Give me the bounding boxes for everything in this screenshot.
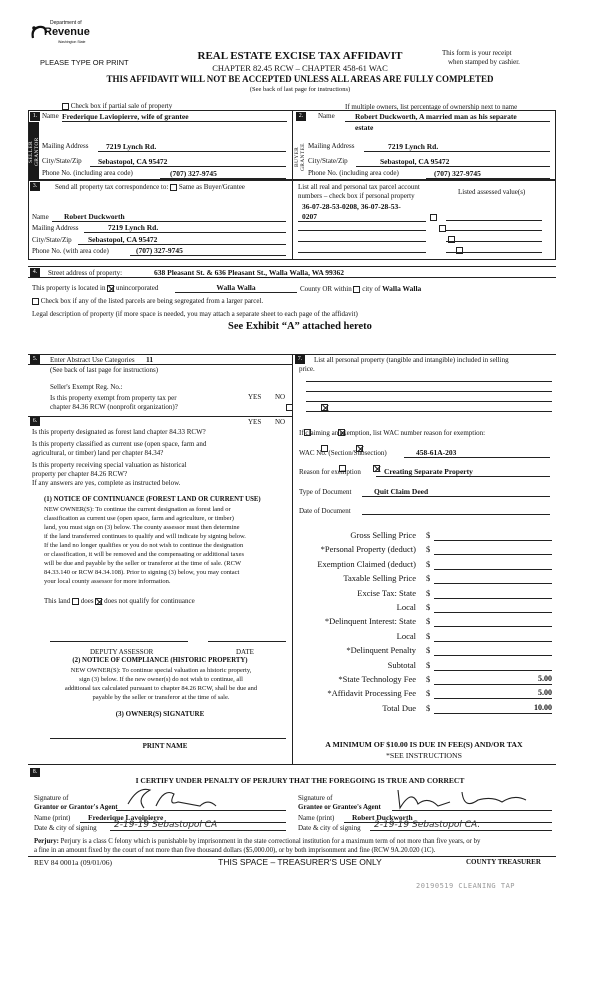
owner-signature-label: (3) OWNER(S) SIGNATURE [115, 710, 205, 718]
deputy-assessor-label: DEPUTY ASSESSOR [90, 648, 154, 656]
seller-mail[interactable]: 7219 Lynch Rd. [98, 142, 286, 152]
logo-main: Revenue [44, 26, 90, 38]
abstract-note: (See back of last page for instructions) [50, 366, 159, 374]
abstract-value[interactable]: 11 [142, 355, 182, 365]
dor-logo [30, 14, 100, 48]
treasurer-stamp: 20190519 CLEANING TAP [416, 882, 516, 890]
fee-value[interactable]: 5.00 [434, 674, 552, 685]
notice1-body: NEW OWNER(S): To continue the current designation as forest land or classification as current use (open space, farm and agriculture, or timber) land, you must sign on (3) below. The county assessor must then determine if the land transferred continues to qualify and will indicate by signing below. If the land no longer qualifies or you do not wish to continue the designation or classification, it will be removed and the compensating or additional taxes will be due and payable by the seller or transferor at the time of sale. (RCW 84.33.140 or RCW 84.34.108). Prior to signing (3) below, you may contact your local county assessor for more information. [44, 506, 246, 585]
parcel-2-personal-checkbox[interactable] [439, 225, 446, 232]
s6-yes-header: YES [248, 418, 262, 426]
fee-value[interactable] [434, 573, 552, 584]
seller-phone[interactable]: (707) 327-9745 [160, 169, 286, 179]
logo-top: Department of [50, 20, 82, 26]
notice1-title: (1) NOTICE OF CONTINUANCE (FOREST LAND OR CURRENT USE) [44, 496, 261, 503]
assessed-value-1[interactable] [446, 220, 542, 221]
see-back: (See back of last page for instructions) [249, 86, 351, 93]
partial-sale-checkbox[interactable] [62, 103, 69, 110]
section-2-number: 2. [296, 112, 306, 121]
grantee-name-label: Name (print) [298, 814, 335, 822]
county-name[interactable]: Walla Walla [175, 283, 297, 293]
fee-dollar-sign: $ [426, 587, 431, 598]
print-name-label: PRINT NAME [142, 742, 188, 750]
grantee-date-label: Date & city of signing [298, 824, 361, 832]
notice2-title: (2) NOTICE OF COMPLIANCE (HISTORIC PROPERTY) [72, 657, 248, 664]
corr-phone[interactable]: (707) 327-9745 [130, 246, 286, 256]
fee-label: Local [396, 602, 416, 612]
s6-q2a: Is this property classified as current use (open space, farm and [32, 440, 207, 448]
grantor-agent-label: Grantor or Grantor's Agent [34, 803, 118, 811]
receipt-note-2: when stamped by cashier. [448, 58, 520, 66]
fee-value[interactable] [434, 544, 552, 555]
grantor-date-label: Date & city of signing [34, 824, 97, 832]
grantee-date-city[interactable]: 2-19-19 Sebastopol CA. [370, 820, 552, 831]
wac-no-value[interactable]: 458-61A-203 [404, 448, 550, 458]
grantee-signature-scribble-icon [392, 784, 552, 811]
land-does-not-checkbox[interactable] [95, 598, 102, 605]
corr-phone-label: Phone No. (with area code) [32, 247, 109, 255]
grantor-signature[interactable] [116, 784, 286, 811]
city-name[interactable]: Walla Walla [382, 284, 422, 293]
fee-dollar-sign: $ [426, 702, 431, 713]
county-treasurer: COUNTY TREASURER [466, 858, 541, 866]
grantee-name[interactable]: Robert Duckworth [344, 813, 552, 823]
buyer-name-2: estate [355, 123, 374, 132]
street-address[interactable]: 638 Pleasant St. & 636 Pleasant St., Walla Walla, WA 99362 [148, 268, 438, 278]
assessed-value-4[interactable] [446, 252, 542, 253]
partial-sale-row: Check box if partial sale of property [62, 102, 172, 110]
fee-value[interactable] [434, 530, 552, 541]
parcel-line-4[interactable] [298, 241, 426, 242]
s7-label-2: price. [299, 365, 315, 373]
section-1-number: 1. [30, 112, 40, 121]
buyer-name-1[interactable]: Robert Duckworth, A married man as his separate [345, 112, 550, 122]
treasurer-space: THIS SPACE – TREASURER'S USE ONLY [218, 857, 382, 867]
fee-value[interactable] [434, 631, 552, 642]
s5-no-header: NO [275, 393, 286, 401]
city-checkbox[interactable] [353, 286, 360, 293]
county-or: County OR within city of Walla Walla [300, 284, 422, 293]
seller-city-label: City/State/Zip [42, 157, 82, 165]
grantor-name-label: Name (print) [34, 814, 71, 822]
abstract-label: Enter Abstract Use Categories [50, 356, 135, 364]
parcel-line-5[interactable] [298, 252, 426, 253]
grantor-date-city[interactable]: 2-19-19 Sebastopol CA [110, 820, 286, 831]
receipt-note-1: This form is your receipt [442, 49, 512, 57]
section-6-number: 6. [30, 417, 40, 426]
s6-no-header: NO [275, 418, 286, 426]
perjury-statement: Perjury: Perjury is a class C felony which is punishable by imprisonment in the state correctional institution for a maximum term of not more than five years, or by a fine in an amount fixed by the court of not more than five thousand dollars ($5,000.00), or by both imprisonment and fine (RCW 9A.20.020 (1C). [34, 838, 481, 854]
fee-dollar-sign: $ [426, 616, 431, 627]
s7-label-1: List all personal property (tangible and intangible) included in selling [314, 356, 509, 364]
street-label: Street address of property: [48, 269, 123, 277]
s6-q2b: agricultural, or timber) land per chapter 84.34? [32, 449, 164, 457]
date-doc-value[interactable] [362, 514, 550, 515]
grantor-sig-of: Signature of [34, 794, 69, 802]
fee-label: Local [396, 630, 416, 641]
segregated-checkbox[interactable] [32, 298, 39, 305]
fee-dollar-sign: $ [426, 544, 431, 555]
section-5-number: 5. [30, 355, 40, 364]
corr-name[interactable]: Robert Duckworth [52, 212, 286, 222]
multiple-owners-note: If multiple owners, list percentage of ownership next to name [345, 103, 518, 111]
buyer-name-label: Name [318, 112, 335, 120]
fee-value[interactable] [434, 616, 552, 627]
parcel-1-personal-checkbox[interactable] [430, 214, 437, 221]
reason-label: Reason for exemption [299, 468, 361, 476]
fee-value[interactable]: 10.00 [434, 703, 552, 714]
s6-q3a: Is this property receiving special valuation as historical [32, 461, 187, 469]
fee-label: Excise Tax: State [357, 587, 416, 598]
form-title: REAL ESTATE EXCISE TAX AFFIDAVIT [197, 50, 403, 62]
corr-mail-label: Mailing Address [32, 224, 79, 232]
corr-city-label: City/State/Zip [32, 236, 72, 244]
corr-name-label: Name [32, 213, 49, 221]
fee-dollar-sign: $ [426, 573, 431, 584]
logo-sub: Washington State [58, 40, 86, 44]
certify-statement: I CERTIFY UNDER PENALTY OF PERJURY THAT THE FOREGOING IS TRUE AND CORRECT [135, 776, 465, 785]
s6-q3b: property per chapter 84.26 RCW? [32, 470, 128, 478]
parcel-line-3[interactable] [298, 230, 426, 231]
buyer-phone-label: Phone No. (including area code) [308, 169, 399, 177]
parcel-line-1[interactable]: 36-07-28-53-0208, 36-07-28-53- [302, 202, 401, 211]
fee-label: *Delinquent Penalty [346, 645, 416, 656]
fee-label: *Personal Property (deduct) [320, 544, 416, 555]
minimum-due: A MINIMUM OF $10.00 IS DUE IN FEE(S) AND/OR TAX [325, 740, 523, 749]
fee-dollar-sign: $ [426, 630, 431, 641]
s6-q1: Is this property designated as forest land chapter 84.33 RCW? [32, 428, 206, 436]
reason-value[interactable]: Creating Separate Property [376, 467, 550, 477]
parcels-label-1: List all real and personal tax parcel account [298, 183, 420, 191]
section-3-number: 3. [30, 182, 40, 191]
buyer-side-label: BUYER GRANTEE [294, 143, 306, 171]
grantee-sig-of: Signature of [298, 794, 333, 802]
s6-note: If any answers are yes, complete as instructed below. [32, 479, 181, 487]
form-chapter: CHAPTER 82.45 RCW – CHAPTER 458-61 WAC [212, 63, 388, 73]
same-as-buyer-checkbox[interactable] [170, 184, 177, 191]
buyer-city[interactable]: Sebastopol, CA 95472 [356, 157, 550, 167]
land-does-checkbox[interactable] [72, 598, 79, 605]
seller-name[interactable]: Frederique Laviopierre, wife of grantee [62, 112, 287, 122]
doc-type-value[interactable]: Quit Claim Deed [362, 487, 550, 497]
exempt-q-2: chapter 84.36 RCW (nonprofit organization)? [50, 403, 178, 411]
seller-city[interactable]: Sebastopol, CA 95472 [90, 157, 286, 167]
grantor-signature-scribble-icon [116, 784, 286, 811]
fee-value[interactable] [434, 660, 552, 671]
s5-yes-header: YES [248, 393, 262, 401]
fee-value[interactable] [434, 588, 552, 599]
located-row: This property is located in unincorporated [32, 284, 159, 292]
date-doc-label: Date of Document [299, 507, 351, 515]
buyer-mail-label: Mailing Address [308, 142, 355, 150]
exempt-no-checkbox[interactable] [321, 404, 328, 411]
assessed-label: Listed assessed value(s) [458, 188, 526, 196]
seller-mail-label: Mailing Address [42, 142, 89, 150]
fee-dollar-sign: $ [426, 688, 431, 699]
fee-value[interactable] [434, 645, 552, 656]
seller-name-label: Name [42, 112, 59, 120]
wac-claim-label: If claiming an exemption, list WAC number reason for exemption: [299, 429, 486, 437]
fee-label: Gross Selling Price [350, 530, 416, 540]
fee-dollar-sign: $ [426, 558, 431, 569]
form-warning: THIS AFFIDAVIT WILL NOT BE ACCEPTED UNLESS ALL AREAS ARE FULLY COMPLETED [106, 74, 494, 84]
fee-value[interactable] [434, 602, 552, 613]
assessed-value-2[interactable] [446, 230, 542, 231]
exempt-q-1: Is this property exempt from property tax per [50, 394, 177, 402]
fee-label: Total Due [382, 702, 416, 713]
grantor-name[interactable]: Frederique Lavoipierre [80, 813, 286, 823]
legal-description-label: Legal description of property (if more space is needed, you may attach a separate sheet to each page of the affidavit) [32, 310, 358, 318]
fee-value[interactable] [434, 559, 552, 570]
land-qualify-row: This land does does not qualify for continuance [44, 597, 195, 605]
fee-label: Exemption Claimed (deduct) [317, 558, 416, 569]
fee-dollar-sign: $ [426, 602, 431, 612]
section-4-number: 4. [30, 268, 40, 277]
fee-value[interactable]: 5.00 [434, 688, 552, 699]
buyer-city-label: City/State/Zip [308, 157, 348, 165]
print-note: PLEASE TYPE OR PRINT [40, 58, 129, 67]
fee-label: *Delinquent Interest: State [324, 616, 416, 627]
grantee-agent-label: Grantee or Grantee's Agent [298, 803, 381, 811]
notice2-body: NEW OWNER(S): To continue special valuation as historic property, sign (3) below. If the new owner(s) do not wish to continue, all additional tax calculated pursuant to chapter 84.26 RCW, shall be due and payable by the seller or transferor at the time of sale. [64, 667, 258, 701]
seller-phone-label: Phone No. (including area code) [42, 169, 133, 177]
doc-type-label: Type of Document [299, 488, 352, 496]
section-7-number: 7. [295, 355, 305, 364]
parcels-label-2: numbers – check box if personal property [298, 192, 415, 200]
fee-label: *State Technology Fee [338, 674, 416, 684]
correspondence-label: Send all property tax correspondence to: Same as Buyer/Grantee [55, 183, 245, 191]
section-8-number: 8. [30, 768, 40, 777]
unincorporated-checkbox[interactable] [107, 285, 114, 292]
assessed-value-3[interactable] [446, 241, 542, 242]
see-instructions: *SEE INSTRUCTIONS [385, 751, 463, 760]
corr-city[interactable]: Sebastopol, CA 95472 [78, 235, 286, 245]
wac-no-label: WAC No. (Section/Subsection) [299, 449, 387, 457]
parcel-line-2[interactable]: 0207 [298, 212, 426, 222]
seller-side-label: SELLER GRANTOR [28, 137, 40, 167]
buyer-phone[interactable]: (707) 327-9745 [426, 169, 550, 179]
fee-label: *Affidavit Processing Fee [327, 688, 416, 699]
exempt-reg-label: Seller's Exempt Reg. No.: [50, 383, 123, 391]
fee-dollar-sign: $ [426, 674, 431, 684]
exhibit-reference: See Exhibit “A” attached hereto [228, 321, 372, 332]
fee-dollar-sign: $ [426, 645, 431, 656]
fee-label: Subtotal [387, 659, 416, 670]
segregated-row: Check box if any of the listed parcels are being segregated from a larger parcel. [32, 297, 263, 305]
rev-number: REV 84 0001a (09/01/06) [34, 858, 112, 867]
fee-label: Taxable Selling Price [343, 573, 416, 584]
corr-mail[interactable]: 7219 Lynch Rd. [84, 223, 286, 233]
grantee-signature[interactable] [392, 784, 552, 811]
date-label: DATE [236, 648, 254, 656]
fee-dollar-sign: $ [426, 530, 431, 540]
buyer-mail[interactable]: 7219 Lynch Rd. [364, 142, 550, 152]
fee-dollar-sign: $ [426, 659, 431, 670]
